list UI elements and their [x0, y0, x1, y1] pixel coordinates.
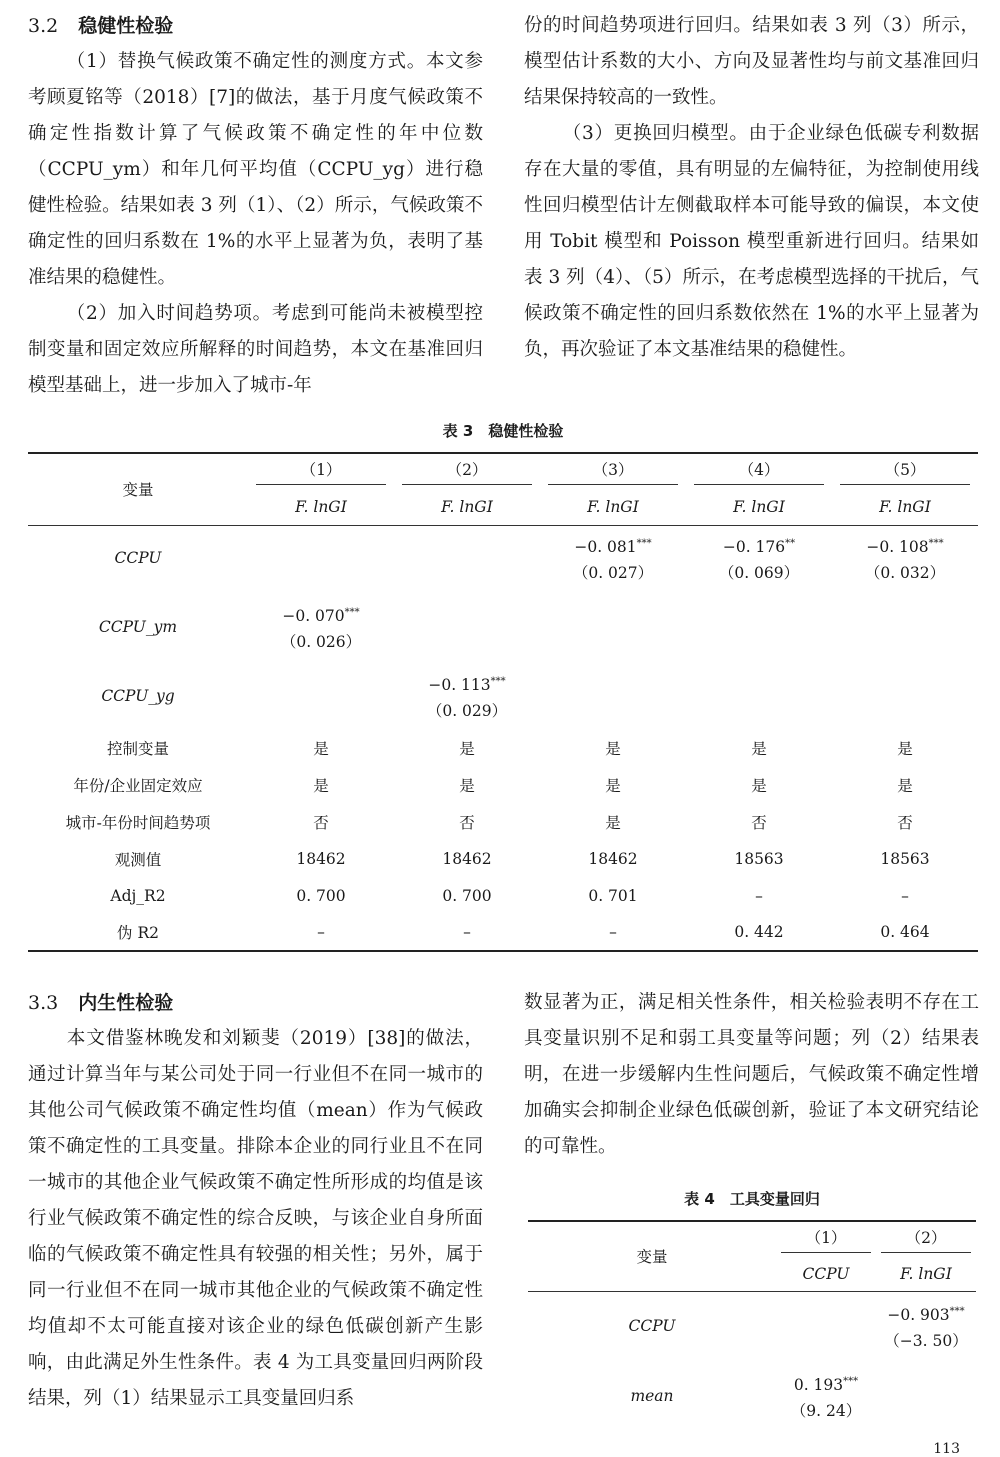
coef-cell — [394, 525, 540, 591]
dep-var: F. lnGI — [733, 497, 785, 516]
coef-cell — [686, 591, 832, 663]
table-cell: – — [540, 914, 686, 951]
table-cell: 0. 442 — [686, 914, 832, 951]
table-cell: 是 — [897, 739, 913, 758]
table-cell: 18462 — [588, 849, 638, 868]
col-number: （1） — [248, 453, 394, 489]
right-top-text — [524, 8, 979, 368]
table-cell: 18462 — [442, 849, 492, 868]
col-number: （5） — [832, 453, 978, 489]
table-row — [28, 840, 978, 877]
table-cell: 否 — [313, 813, 329, 832]
row-label: 观测值 — [114, 850, 162, 869]
dep-var: F. lnGI — [587, 497, 639, 516]
table-cell: 是 — [459, 739, 475, 758]
coef-cell — [776, 1291, 876, 1361]
dep-var: F. lnGI — [295, 497, 347, 516]
coef-cell: −0. 176** （0. 069） — [686, 525, 832, 591]
table-cell: 0. 701 — [588, 886, 638, 905]
table-cell: – — [901, 886, 909, 905]
table3 — [28, 452, 978, 952]
table-cell: 是 — [751, 739, 767, 758]
row-label: 城市-年份时间趋势项 — [65, 813, 211, 832]
coef-cell — [248, 525, 394, 591]
coef-cell — [832, 663, 978, 729]
table-cell: 否 — [897, 813, 913, 832]
left-bottom-text — [28, 1021, 483, 1417]
table-row — [28, 591, 978, 663]
table4-caption: 表 4 工具变量回归 — [684, 1190, 820, 1208]
col-number: （3） — [540, 453, 686, 489]
section-heading-3-2: 3.2 稳健性检验 — [28, 15, 174, 37]
dep-var: CCPU — [802, 1264, 850, 1283]
left-column-bottom — [28, 985, 483, 1417]
row-label: CCPU — [528, 1291, 776, 1361]
table-cell: 是 — [313, 776, 329, 795]
table-cell: 是 — [605, 739, 621, 758]
dep-var: F. lnGI — [441, 497, 493, 516]
row-label: 伪 R2 — [28, 914, 248, 951]
table-row — [528, 1361, 976, 1431]
paragraph: 份的时间趋势项进行回归。结果如表 3 列（3）所示，模型估计系数的大小、方向及显著性均与前文基准回归结果保持较高的一致性。 — [524, 15, 979, 108]
left-top-text — [28, 44, 483, 404]
row-label: CCPU_yg — [101, 687, 175, 705]
var-header: 变量 — [528, 1221, 776, 1291]
dep-var: F. lnGI — [900, 1264, 952, 1283]
coef-cell — [248, 663, 394, 729]
table-row — [28, 729, 978, 766]
table-cell: – — [248, 914, 394, 951]
table-cell: 否 — [751, 813, 767, 832]
coef-cell: −0. 081*** （0. 027） — [540, 525, 686, 591]
table3-caption: 表 3 稳健性检验 — [442, 422, 564, 440]
coef-cell: 0. 193*** （9. 24） — [790, 1375, 862, 1420]
table-row — [28, 914, 978, 951]
table-cell: 0. 464 — [832, 914, 978, 951]
col-number: （2） — [876, 1221, 976, 1257]
row-label: CCPU — [28, 525, 248, 591]
coef-cell: −0. 108*** （0. 032） — [832, 525, 978, 591]
var-header: 变量 — [28, 453, 248, 525]
table-row — [28, 663, 978, 729]
coef-cell — [686, 663, 832, 729]
paragraph: （2）加入时间趋势项。考虑到可能尚未被模型控制变量和固定效应所解释的时间趋势，本文在基准回归模型基础上，进一步加入了城市-年 — [28, 303, 483, 396]
table-cell: 是 — [897, 776, 913, 795]
table-cell: 是 — [605, 813, 621, 832]
table-cell: 0. 700 — [296, 886, 346, 905]
table-row — [28, 877, 978, 914]
dep-var: F. lnGI — [879, 497, 931, 516]
table-row — [28, 525, 978, 591]
right-column-bottom — [524, 985, 979, 1165]
page-number: 113 — [933, 1441, 960, 1457]
right-bottom-text — [524, 985, 979, 1165]
paragraph: （3）更换回归模型。由于企业绿色低碳专利数据存在大量的零值，具有明显的左偏特征，为控制使用线性回归模型估计左侧截取样本可能导致的偏误，本文使用 Tobit 模型和 Poisson 模型重新进行回归。结果如表 3 列（4）、（5）所示，在考虑模型选择的干扰后，气候政策不确定性的回归系数依然在 1%的水平上显著为负，再次验证了本文基准结果的稳健性。 — [524, 123, 979, 360]
row-label: 控制变量 — [106, 739, 169, 758]
table4 — [528, 1220, 976, 1431]
coef-cell: −0. 113*** （0. 029） — [426, 675, 508, 720]
coef-cell — [832, 591, 978, 663]
table-cell: 是 — [313, 739, 329, 758]
table-cell: 0. 700 — [442, 886, 492, 905]
row-label: mean — [630, 1387, 674, 1405]
col-number: （2） — [394, 453, 540, 489]
table-cell: 18563 — [734, 849, 784, 868]
row-label: CCPU_ym — [98, 618, 178, 636]
col-number: （4） — [686, 453, 832, 489]
table-cell: 是 — [605, 776, 621, 795]
row-label: 年份/企业固定效应 — [73, 776, 203, 795]
paragraph: （1）替换气候政策不确定性的测度方式。本文参考顾夏铭等（2018）[7]的做法，基于月度气候政策不确定性指数计算了气候政策不确定性的年中位数（CCPU_ym）和年几何平均值（CCPU_yg）进行稳健性检验。结果如表 3 列（1）、（2）所示，气候政策不确定性的回归系数在 1%的水平上显著为负，表明了基准结果的稳健性。 — [28, 51, 483, 288]
table-row — [528, 1291, 976, 1361]
table-cell: 18563 — [880, 849, 930, 868]
col-number: （1） — [776, 1221, 876, 1257]
coef-cell — [876, 1361, 976, 1431]
coef-cell — [540, 591, 686, 663]
right-column-top — [524, 8, 979, 368]
table-row — [28, 766, 978, 803]
table-cell: – — [755, 886, 763, 905]
coef-cell — [540, 663, 686, 729]
coef-cell — [394, 591, 540, 663]
table-cell: 18462 — [296, 849, 346, 868]
coef-cell: −0. 070*** （0. 026） — [280, 606, 362, 651]
table-row — [28, 803, 978, 840]
table-cell: 是 — [751, 776, 767, 795]
table-cell: – — [394, 914, 540, 951]
paragraph: 数显著为正，满足相关性条件，相关检验表明不存在工具变量识别不足和弱工具变量等问题；列（2）结果表明，在进一步缓解内生性问题后，气候政策不确定性增加确实会抑制企业绿色低碳创新，验证了本文研究结论的可靠性。 — [524, 992, 979, 1157]
paragraph: 本文借鉴林晚发和刘颖斐（2019）[38]的做法，通过计算当年与某公司处于同一行业但不在同一城市的其他公司气候政策不确定性均值（mean）作为气候政策不确定性的工具变量。排除本企业的同行业且不在同一城市的其他企业气候政策不确定性所形成的均值是该行业气候政策不确定性的综合反映，与该企业自身所面临的气候政策不确定性具有较强的相关性；另外，属于同一行业但不在同一城市其他企业的气候政策不确定性均值却不太可能直接对该企业的绿色低碳创新产生影响，由此满足外生性条件。表 4 为工具变量回归两阶段结果，列（1）结果显示工具变量回归系 — [28, 1028, 483, 1409]
coef-cell: −0. 903*** （−3. 50） — [876, 1291, 976, 1361]
row-label: Adj_R2 — [110, 886, 166, 905]
section-heading-3-3: 3.3 内生性检验 — [28, 992, 174, 1014]
table-cell: 是 — [459, 776, 475, 795]
left-column-top — [28, 8, 483, 404]
table-cell: 否 — [459, 813, 475, 832]
